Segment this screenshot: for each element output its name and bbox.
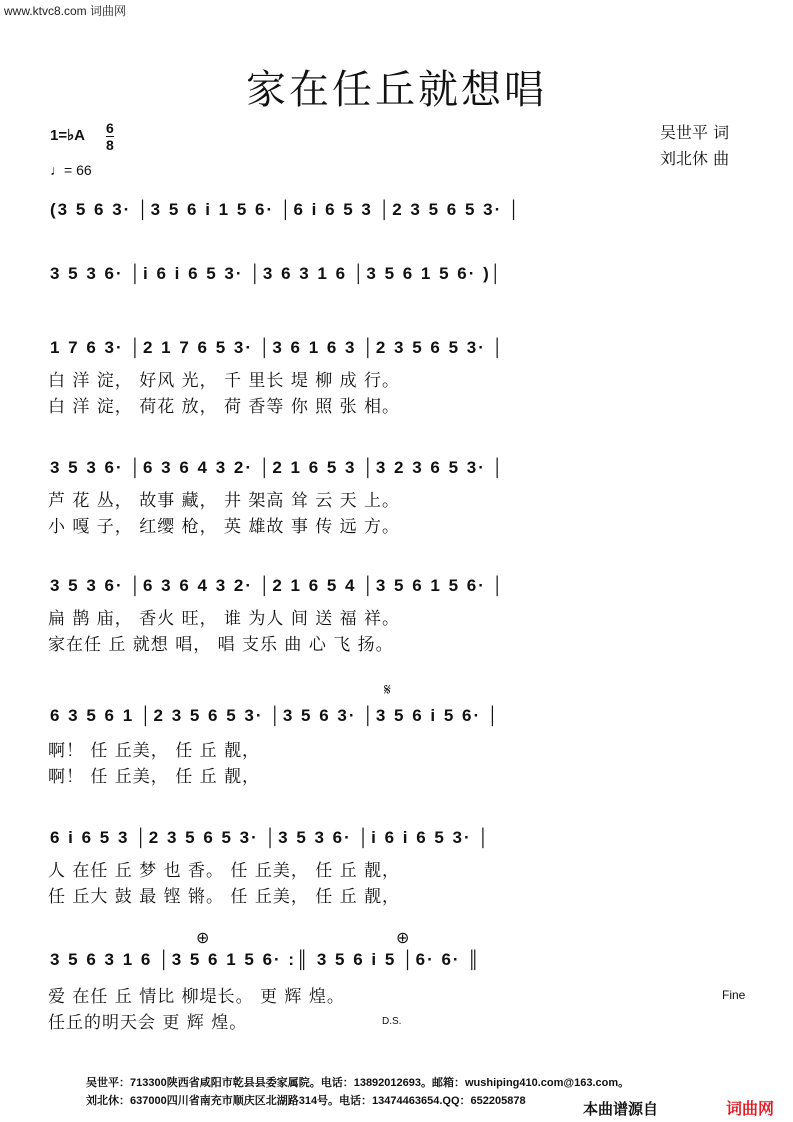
score-row-2: 3 5 3 6· │i 6 i 6 5 3· │3 6 3 1 6 │3 5 6 1 5 6· )│ xyxy=(50,264,504,283)
coda-sign: ⊕ xyxy=(196,928,210,947)
score-row-4: 3 5 3 6· │6 3 6 4 3 2· │2 1 6 5 3 │3 2 3 6 5 3· │ xyxy=(50,458,506,477)
ds-mark: D.S. xyxy=(382,1016,402,1027)
lyric-line: 任丘的明天会 更 辉 煌。 xyxy=(48,1013,248,1033)
lyric-line: 啊！ 任 丘美， 任 丘 靓， xyxy=(48,741,261,761)
site-logo[interactable]: 词曲网 xyxy=(726,1099,775,1118)
lyric-line: 芦 花 丛， 故事 藏， 井 架高 耸 云 天 上。 xyxy=(48,491,401,511)
score-row-8: 3 5 6 3 1 6 │3 5 6 1 5 6· :║ 3 5 6 i 5 │6· 6· ║ xyxy=(50,950,482,969)
lyric-line: 白 洋 淀， 好风 光， 千 里长 堤 柳 成 行。 xyxy=(48,371,401,391)
key-signature: 1=♭A xyxy=(50,127,86,144)
source-label: 本曲谱源自 xyxy=(583,1100,659,1118)
lyricist-credit: 吴世平 词 xyxy=(660,123,730,142)
score-row-7: 6 i 6 5 3 │2 3 5 6 5 3· │3 5 3 6· │i 6 i 6 5 3· │ xyxy=(50,828,492,847)
lyric-line: 家在任 丘 就想 唱， 唱 支乐 曲 心 飞 扬。 xyxy=(48,635,394,655)
score-row-1: (3 5 6 3· │3 5 6 i 1 5 6· │6 i 6 5 3 │2 3 5 6 5 3· │ xyxy=(50,200,522,219)
coda-sign: ⊕ xyxy=(396,928,410,947)
lyric-line: 人 在任 丘 梦 也 香。 任 丘美， 任 丘 靓， xyxy=(48,861,401,881)
lyric-line: 任 丘大 鼓 最 铿 锵。 任 丘美， 任 丘 靓， xyxy=(48,887,401,907)
tempo-mark: ♩= 66 xyxy=(50,162,92,178)
footer-contact-composer: 刘北休：637000四川省南充市顺庆区北湖路314号。电话：13474463654.QQ：652205878 xyxy=(86,1095,526,1107)
fine-mark: Fine xyxy=(722,988,746,1002)
score-row-5: 3 5 3 6· │6 3 6 4 3 2· │2 1 6 5 4 │3 5 6 1 5 6· │ xyxy=(50,576,506,595)
lyric-line: 爱 在任 丘 情比 柳堤长。 更 辉 煌。 xyxy=(48,987,345,1007)
lyric-line: 白 洋 淀， 荷花 放， 荷 香等 你 照 张 相。 xyxy=(48,397,401,417)
footer-contact-lyricist: 吴世平：713300陕西省咸阳市乾县县委家属院。电话：13892012693。邮箱：wushiping410.com@163.com。 xyxy=(86,1077,630,1089)
time-signature: 6 8 xyxy=(106,120,114,153)
composer-credit: 刘北休 曲 xyxy=(660,149,730,168)
lyric-line: 啊！ 任 丘美， 任 丘 靓， xyxy=(48,767,261,787)
lyric-line: 扁 鹊 庙， 香火 旺， 谁 为人 间 送 福 祥。 xyxy=(48,609,401,629)
lyric-line: 小 嘎 子， 红缨 枪， 英 雄故 事 传 远 方。 xyxy=(48,517,401,537)
segno-sign: 𝄋 xyxy=(384,680,391,699)
song-title: 家在任丘就想唱 xyxy=(246,67,547,113)
site-url[interactable]: www.ktvc8.com 词曲网 xyxy=(4,4,127,18)
score-row-3: 1 7 6 3· │2 1 7 6 5 3· │3 6 1 6 3 │2 3 5 6 5 3· │ xyxy=(50,338,506,357)
score-row-6: 6 3 5 6 1 │2 3 5 6 5 3· │3 5 6 3· │3 5 6 i 5 6· │ xyxy=(50,706,501,725)
